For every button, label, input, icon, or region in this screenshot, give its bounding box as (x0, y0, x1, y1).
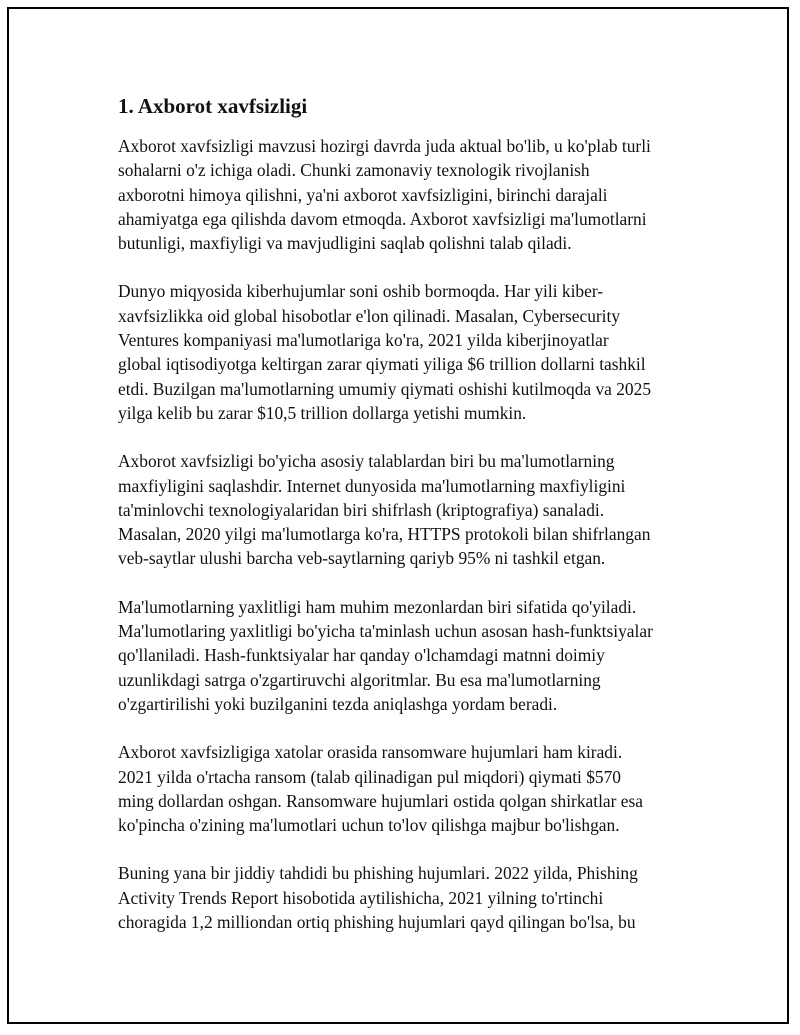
paragraph (118, 279, 698, 425)
section-heading: 1. Axborot xavfsizligi (118, 94, 308, 118)
text-line: Ma'lumotlarning yaxlitligi ham muhim mezonlardan biri sifatida qo'yiladi. (118, 596, 637, 617)
text-line: 2021 yilda o'rtacha ransom (talab qilinadigan pul miqdori) qiymati $570 (118, 766, 622, 787)
text-line: butunligi, maxfiyligi va mavjudligini saqlab qolishni talab qiladi. (118, 233, 572, 254)
text-line: qo'llaniladi. Hash-funktsiyalar har qanday o'lchamdagi matnni doimiy (118, 645, 605, 666)
text-line: ko'pincha o'zining ma'lumotlari uchun to'lov qilishga majbur bo'lishgan. (118, 815, 620, 836)
text-line: Axborot xavfsizligi mavzusi hozirgi davrda juda aktual bo'lib, u ko'plab turli (118, 136, 651, 156)
text-line: Buning yana bir jiddiy tahdidi bu phishing hujumlari. 2022 yilda, Phishing (118, 863, 638, 884)
text-line: etdi. Buzilgan ma'lumotlarning umumiy qiymati oshishi kutilmoqda va 2025 (118, 378, 652, 399)
text-line: Ma'lumotlaring yaxlitligi bo'yicha ta'minlash uchun asosan hash-funktsiyalar (118, 621, 653, 642)
text-line: uzunlikdagi satrga o'zgartiruvchi algoritmlar. Bu esa ma'lumotlarning (118, 669, 601, 690)
text-line: ta'minlovchi texnologiyalaridan biri shifrlash (kriptografiya) sanaladi. (118, 499, 605, 520)
text-line: Masalan, 2020 yilgi ma'lumotlarga ko'ra, HTTPS protokoli bilan shifrlangan (118, 524, 651, 545)
paragraph (118, 595, 698, 716)
paragraph (118, 861, 698, 934)
text-line: global iqtisodiyotga keltirgan zarar qiymati yiliga $6 trillion dollarni tashkil (118, 354, 646, 375)
document-body (118, 92, 698, 958)
paragraph (118, 449, 698, 570)
text-line: choragida 1,2 milliondan ortiq phishing hujumlari qayd qilingan bo'lsa, bu (118, 912, 636, 933)
text-line: yilga kelib bu zarar $10,5 trillion dollarga yetishi mumkin. (118, 402, 527, 423)
text-line: veb-saytlar ulushi barcha veb-saytlarning qariyb 95% ni tashkil etgan. (118, 548, 606, 569)
text-line: axborotni himoya qilishni, ya'ni axborot xavfsizligini, birinchi darajali (118, 184, 608, 205)
text-line: Activity Trends Report hisobotida aytilishicha, 2021 yilning to'rtinchi (118, 887, 604, 908)
text-line: Axborot xavfsizligi bo'yicha asosiy talablardan biri bu ma'lumotlarning (118, 451, 615, 472)
text-line: xavfsizlikka oid global hisobotlar e'lon qilinadi. Masalan, Cybersecurity (118, 305, 621, 326)
paragraph (118, 740, 698, 837)
text-line: Ventures kompaniyasi ma'lumotlariga ko'ra, 2021 yilda kiberjinoyatlar (118, 330, 609, 351)
text-line: maxfiyligini saqlashdir. Internet dunyosida ma'lumotlarning maxfiyligini (118, 475, 626, 496)
text-line: ahamiyatga ega qilishda davom etmoqda. Axborot xavfsizligi ma'lumotlarni (118, 208, 647, 229)
text-line: ming dollardan oshgan. Ransomware hujumlari ostida qolgan shirkatlar esa (118, 790, 643, 811)
text-line: Dunyo miqyosida kiberhujumlar soni oshib bormoqda. Har yili kiber- (118, 281, 604, 302)
paragraph (118, 134, 698, 255)
text-line: sohalarni o'z ichiga oladi. Chunki zamonaviy texnologik rivojlanish (118, 160, 590, 181)
text-line: Axborot xavfsizligiga xatolar orasida ransomware hujumlari ham kiradi. (118, 742, 623, 763)
text-line: o'zgartirilishi yoki buzilganini tezda aniqlashga yordam beradi. (118, 693, 558, 714)
